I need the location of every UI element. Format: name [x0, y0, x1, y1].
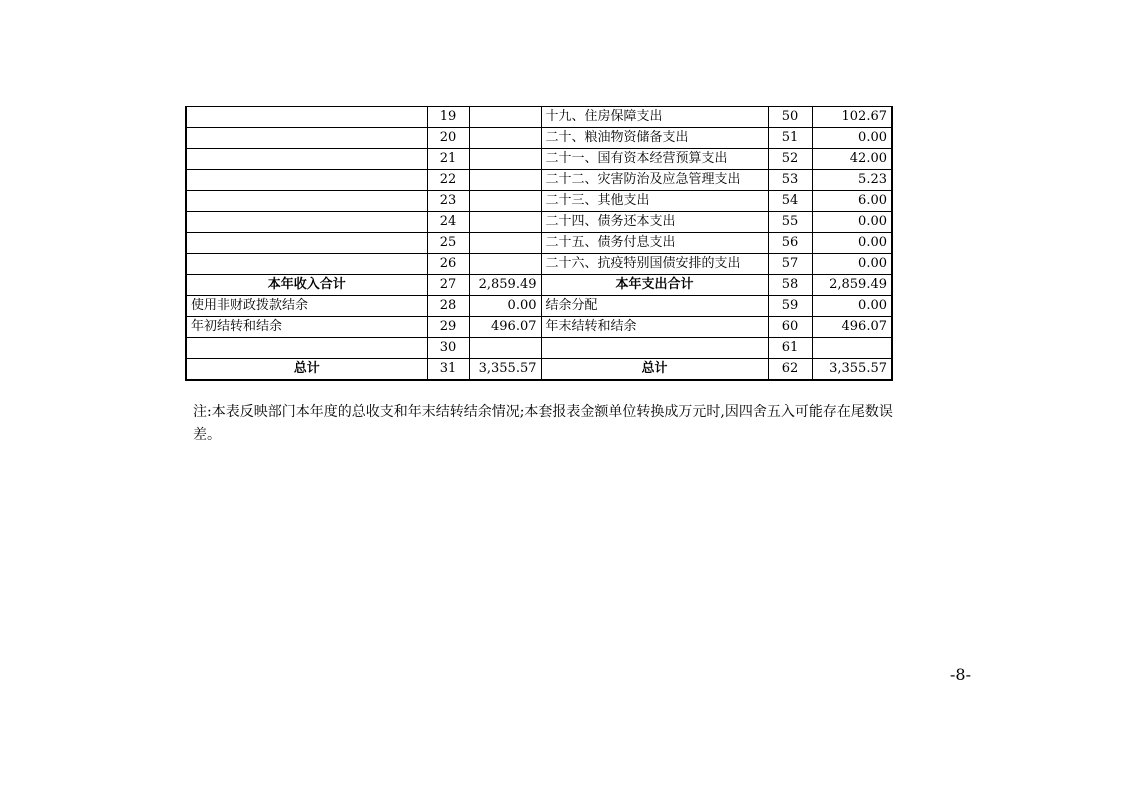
expense-item-cell	[541, 338, 768, 359]
income-amount-cell	[469, 254, 541, 275]
expense-line-number: 53	[768, 170, 812, 191]
expense-amount-cell	[812, 338, 892, 359]
table-row	[186, 296, 892, 317]
table-row	[186, 254, 892, 275]
income-line-number: 28	[427, 296, 469, 317]
income-amount-cell	[469, 212, 541, 233]
table-row	[186, 233, 892, 254]
expense-total-label: 本年支出合计	[541, 275, 768, 296]
expense-amount-cell: 6.00	[812, 191, 892, 212]
expense-line-number: 58	[768, 275, 812, 296]
table-row	[186, 191, 892, 212]
income-item-cell	[186, 338, 427, 359]
table-row-annual-total	[186, 275, 892, 296]
income-item-cell	[186, 254, 427, 275]
table-row	[186, 128, 892, 149]
income-amount-cell: 2,859.49	[469, 275, 541, 296]
income-amount-cell: 3,355.57	[469, 359, 541, 381]
expense-item-cell: 二十三、其他支出	[541, 191, 768, 212]
table-footnote: 注:本表反映部门本年度的总收支和年末结转结余情况;本套报表金额单位转换成万元时,因四舍五入可能存在尾数误差。	[193, 404, 893, 443]
income-item-cell	[186, 107, 427, 128]
expense-amount-cell: 42.00	[812, 149, 892, 170]
income-line-number: 25	[427, 233, 469, 254]
expense-line-number: 61	[768, 338, 812, 359]
income-item-cell	[186, 191, 427, 212]
expense-amount-cell: 0.00	[812, 254, 892, 275]
income-amount-cell	[469, 170, 541, 191]
expense-amount-cell: 2,859.49	[812, 275, 892, 296]
income-amount-cell: 496.07	[469, 317, 541, 338]
expense-amount-cell: 0.00	[812, 128, 892, 149]
income-amount-cell	[469, 128, 541, 149]
income-line-number: 26	[427, 254, 469, 275]
table-row	[186, 170, 892, 191]
expense-line-number: 57	[768, 254, 812, 275]
table-row	[186, 212, 892, 233]
expense-line-number: 55	[768, 212, 812, 233]
income-line-number: 29	[427, 317, 469, 338]
expense-item-cell: 年末结转和结余	[541, 317, 768, 338]
expense-line-number: 56	[768, 233, 812, 254]
table-row	[186, 338, 892, 359]
expense-item-cell: 二十、粮油物资储备支出	[541, 128, 768, 149]
income-line-number: 19	[427, 107, 469, 128]
income-line-number: 20	[427, 128, 469, 149]
expense-amount-cell: 496.07	[812, 317, 892, 338]
table-row	[186, 107, 892, 128]
income-line-number: 31	[427, 359, 469, 381]
income-grand-total-label: 总计	[186, 359, 427, 381]
income-item-cell	[186, 149, 427, 170]
income-amount-cell	[469, 338, 541, 359]
income-amount-cell: 0.00	[469, 296, 541, 317]
income-amount-cell	[469, 191, 541, 212]
income-line-number: 24	[427, 212, 469, 233]
expense-line-number: 52	[768, 149, 812, 170]
expense-item-cell: 二十二、灾害防治及应急管理支出	[541, 170, 768, 191]
expense-line-number: 62	[768, 359, 812, 381]
income-amount-cell	[469, 149, 541, 170]
expense-amount-cell: 3,355.57	[812, 359, 892, 381]
expense-amount-cell: 102.67	[812, 107, 892, 128]
page-number: -8-	[950, 665, 971, 684]
income-total-label: 本年收入合计	[186, 275, 427, 296]
expense-item-cell: 二十一、国有资本经营预算支出	[541, 149, 768, 170]
expense-amount-cell: 0.00	[812, 212, 892, 233]
income-item-cell	[186, 233, 427, 254]
income-line-number: 30	[427, 338, 469, 359]
expense-item-cell: 结余分配	[541, 296, 768, 317]
expense-line-number: 50	[768, 107, 812, 128]
expense-item-cell: 十九、住房保障支出	[541, 107, 768, 128]
expense-grand-total-label: 总计	[541, 359, 768, 381]
income-line-number: 21	[427, 149, 469, 170]
expense-amount-cell: 0.00	[812, 296, 892, 317]
income-item-cell	[186, 170, 427, 191]
income-item-cell	[186, 128, 427, 149]
income-item-cell: 使用非财政拨款结余	[186, 296, 427, 317]
income-line-number: 27	[427, 275, 469, 296]
expense-line-number: 51	[768, 128, 812, 149]
expense-line-number: 54	[768, 191, 812, 212]
table-row	[186, 317, 892, 338]
table-row	[186, 149, 892, 170]
income-item-cell	[186, 212, 427, 233]
income-line-number: 22	[427, 170, 469, 191]
expense-item-cell: 二十六、抗疫特别国债安排的支出	[541, 254, 768, 275]
income-amount-cell	[469, 233, 541, 254]
expense-amount-cell: 5.23	[812, 170, 892, 191]
income-amount-cell	[469, 107, 541, 128]
income-line-number: 23	[427, 191, 469, 212]
expense-item-cell: 二十五、债务付息支出	[541, 233, 768, 254]
table-row-grand-total	[186, 359, 892, 381]
expense-line-number: 59	[768, 296, 812, 317]
expense-amount-cell: 0.00	[812, 233, 892, 254]
income-item-cell: 年初结转和结余	[186, 317, 427, 338]
budget-summary-table	[185, 106, 893, 381]
expense-item-cell: 二十四、债务还本支出	[541, 212, 768, 233]
expense-line-number: 60	[768, 317, 812, 338]
